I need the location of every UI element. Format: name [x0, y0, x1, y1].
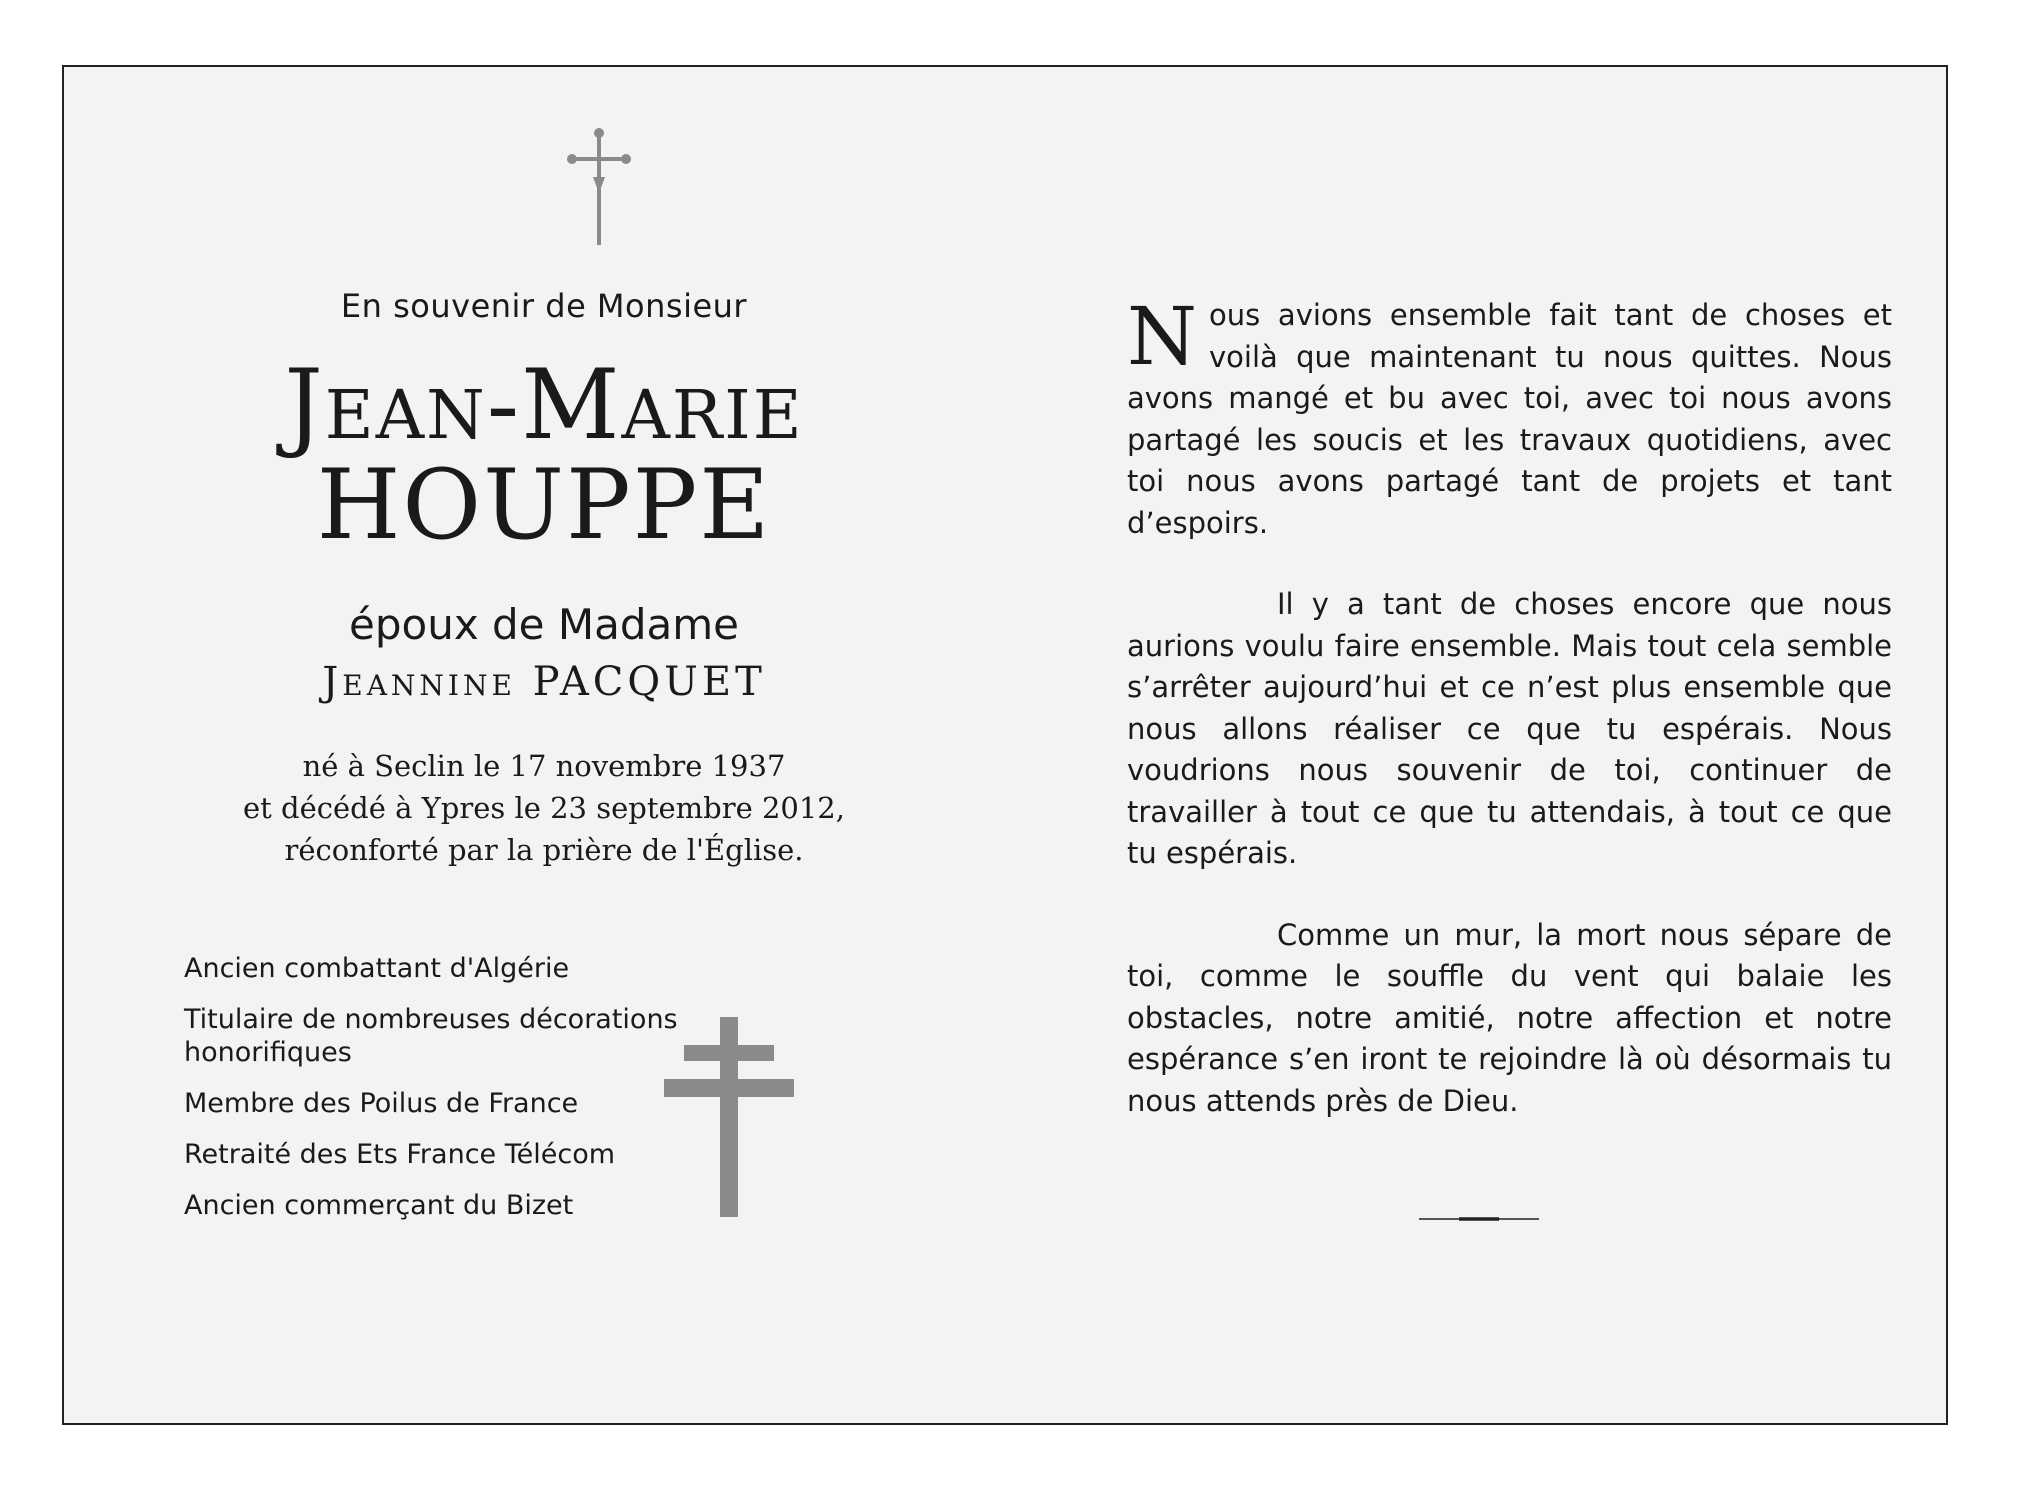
latin-cross-icon: [564, 127, 634, 247]
paragraph-3: Comme un mur, la mort nous sépare de toi, comme le souffle du vent qui balaie les obstacles, notre amitié, notre affection et notre espérance s’en iront te rejoindre là où désormais tu nous attends près de Dieu.: [1127, 917, 1892, 1118]
last-name: HOUPPE: [316, 449, 772, 561]
drop-cap: N: [1127, 290, 1197, 383]
honors-list: [184, 952, 684, 1240]
memorial-card: [62, 65, 1948, 1425]
spouse-name: Jeannine PACQUET: [322, 659, 766, 705]
right-column: [1127, 290, 1892, 1162]
honor-item: Ancien commerçant du Bizet: [184, 1190, 574, 1221]
intro-text: En souvenir de Monsieur: [340, 287, 748, 325]
honor-item: Membre des Poilus de France: [184, 1088, 579, 1119]
cross-of-lorraine-icon: [664, 1017, 794, 1217]
spouse-intro: époux de Madame: [349, 600, 739, 649]
honor-item: Titulaire de nombreuses décorations honorifiques: [184, 1004, 678, 1068]
paragraph-1: [1127, 290, 1892, 544]
comfort-line: réconforté par la prière de l'Église.: [284, 833, 804, 867]
birth-line: né à Seclin le 17 novembre 1937: [302, 749, 786, 783]
honor-item: Retraité des Ets France Télécom: [184, 1139, 616, 1170]
first-name: Jean-Marie: [284, 349, 804, 461]
life-dates: [184, 745, 904, 871]
ornamental-rule: [1419, 1217, 1539, 1221]
left-column: [184, 287, 904, 871]
honor-item: Ancien combattant d'Algérie: [184, 953, 570, 984]
death-line: et décédé à Ypres le 23 septembre 2012,: [243, 791, 845, 825]
paragraph-2: Il y a tant de choses encore que nous aurions voulu faire ensemble. Mais tout cela semble s’arrêter aujourd’hui et ce n’est plus ensemble que nous allons réaliser ce que tu espérais. Nous voudrions nous souvenir de toi, continuer de travailler à tout ce que tu attendais, à tout ce que tu espérais.: [1127, 587, 1892, 870]
paragraph-1-text: ous avions ensemble fait tant de choses et voilà que maintenant tu nous quittes. Nous avons mangé et bu avec toi, avec toi nous avons partagé les soucis et les travaux quotidiens, avec toi nous avons partagé tant de projets et tant d’espoirs.: [1127, 298, 1892, 540]
